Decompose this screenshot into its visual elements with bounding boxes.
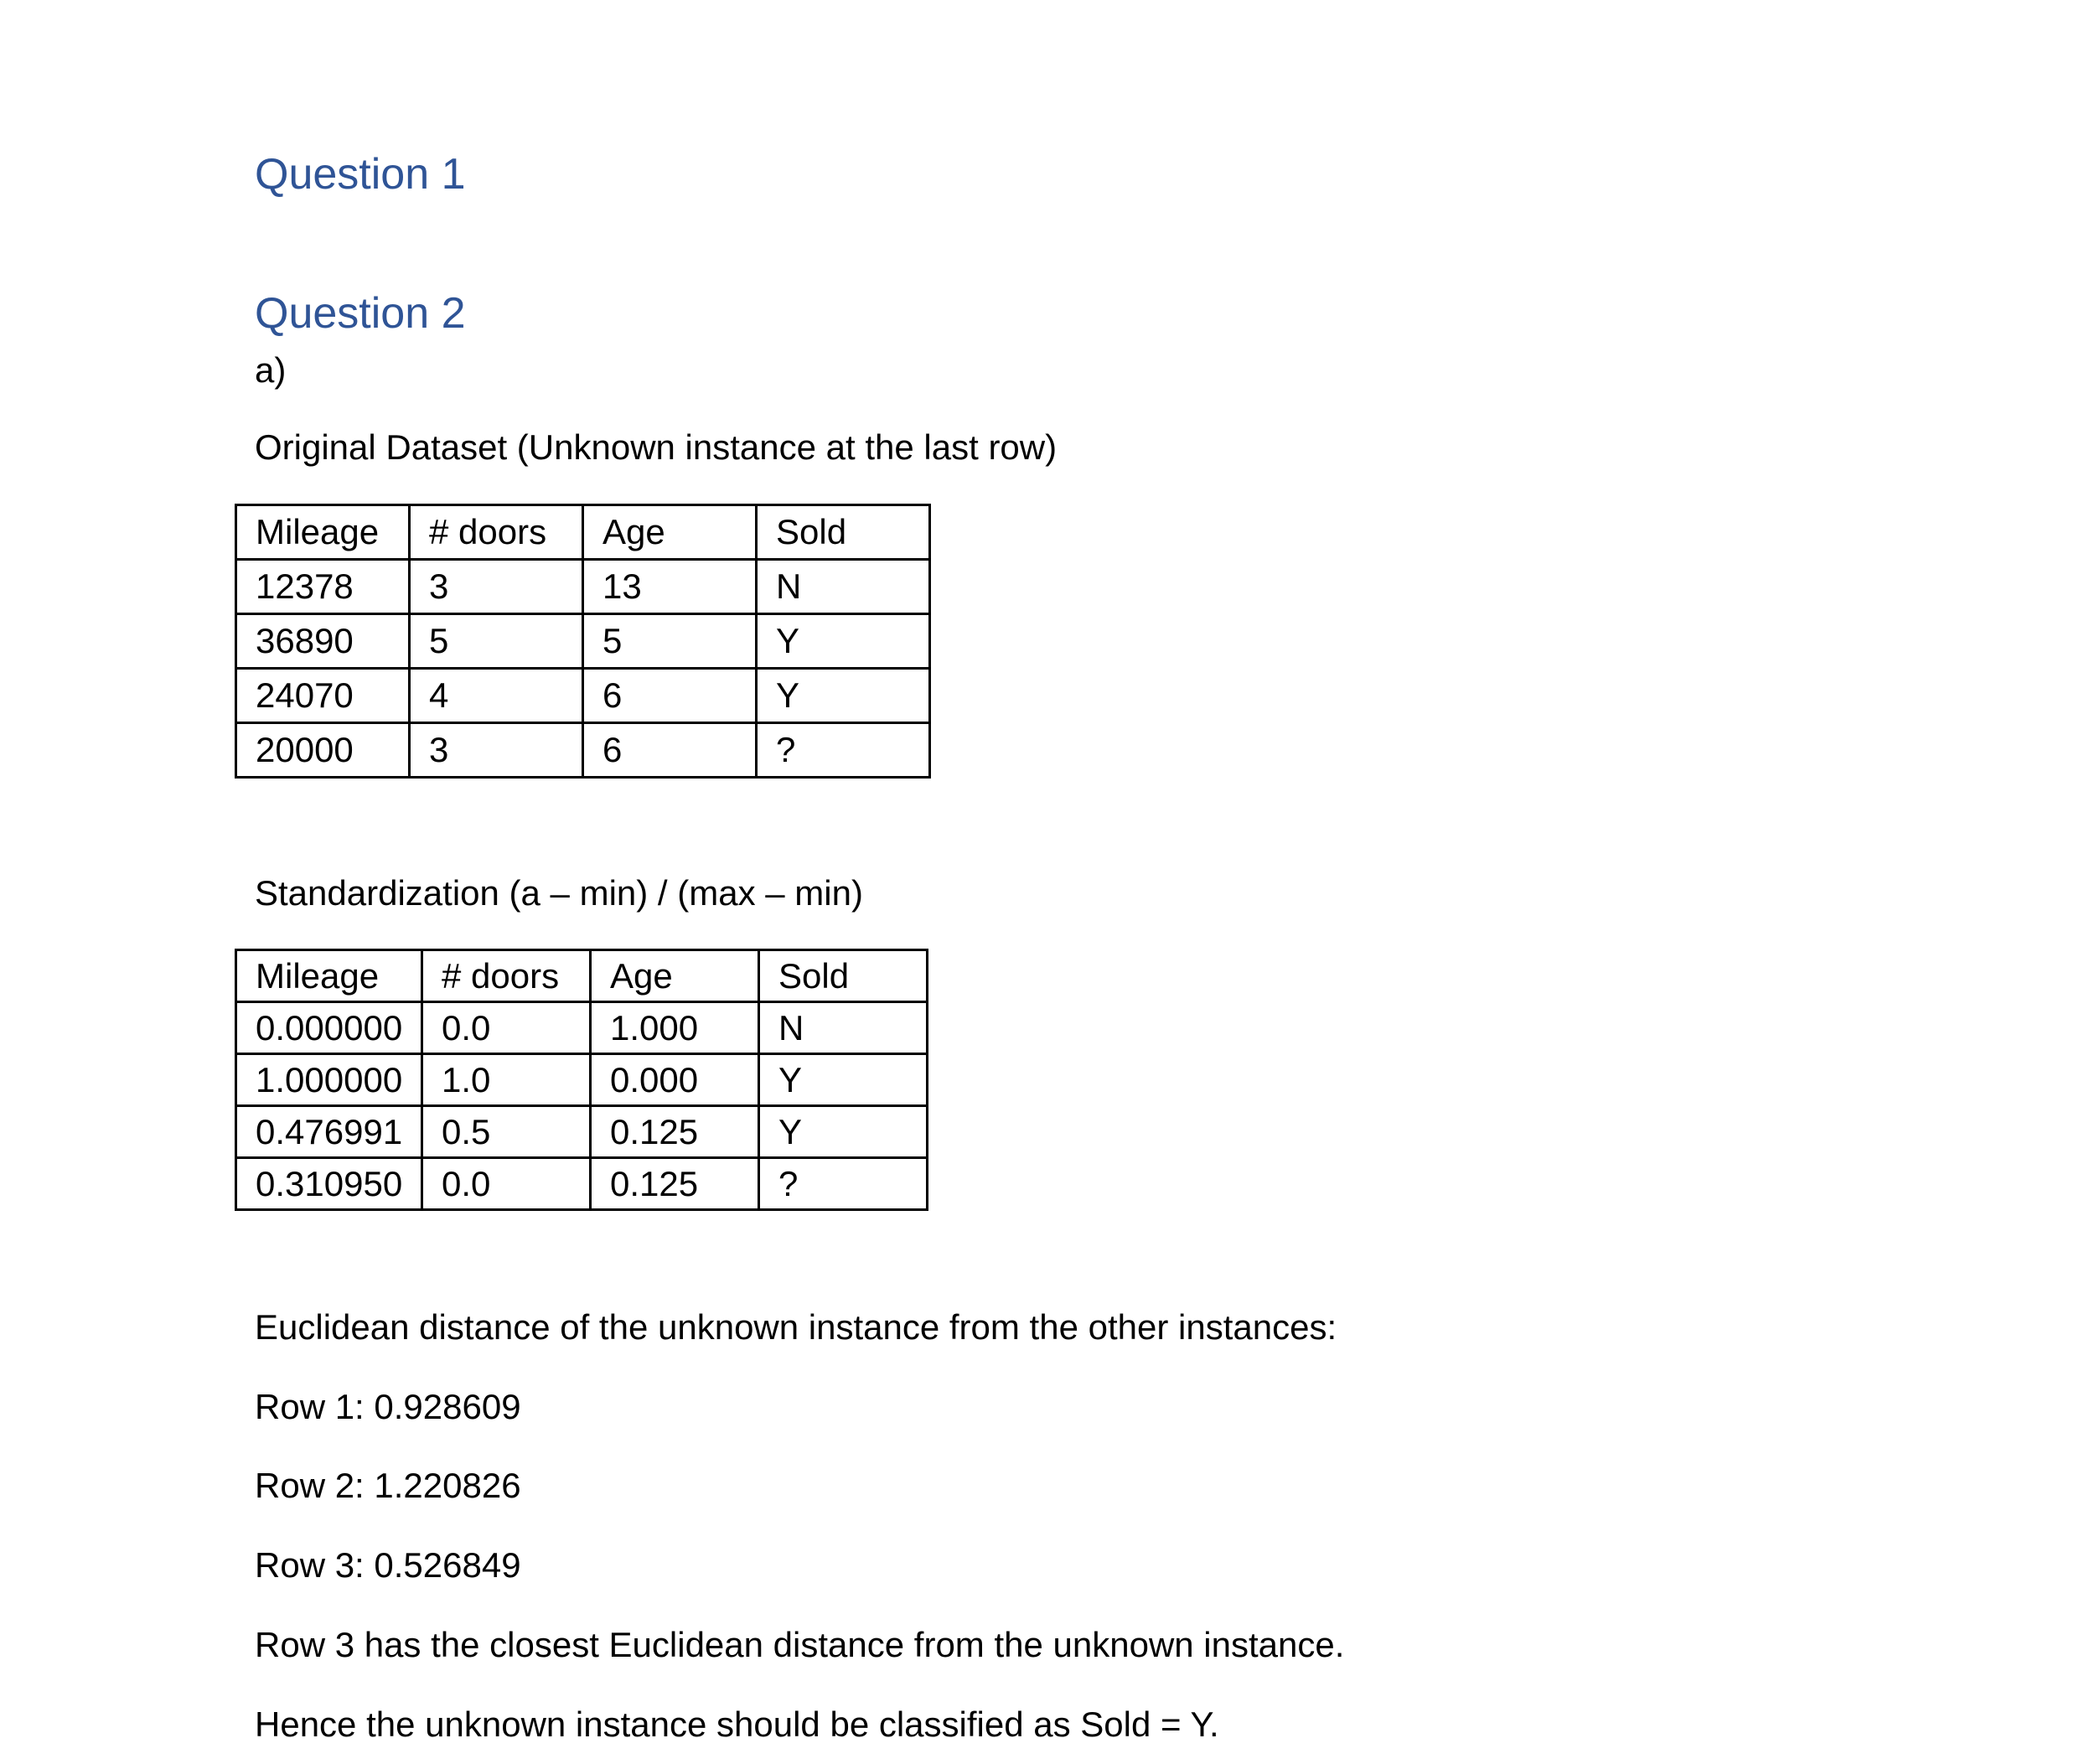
table-header-row [236,950,928,1002]
table-cell: 20000 [236,723,410,778]
table-cell: 1.000 [591,1002,759,1054]
table-cell: 0.476991 [236,1106,422,1158]
table-cell: N [759,1002,928,1054]
column-header: Mileage [236,950,422,1002]
table-cell: 3 [410,723,583,778]
question-2-heading: Question 2 [255,289,466,338]
standardized-dataset-table [235,949,928,1211]
table-cell: Y [759,1054,928,1106]
table-row [236,560,930,614]
original-dataset-table [235,504,931,779]
distance-intro-text: Euclidean distance of the unknown instance from the other instances: [255,1307,1337,1347]
table-cell: 36890 [236,614,410,669]
table-cell: 0.0 [422,1158,591,1210]
table-cell: 3 [410,560,583,614]
table-row [236,1106,928,1158]
table-cell: 0.125 [591,1106,759,1158]
table-cell: 24070 [236,669,410,723]
table-header-row [236,505,930,560]
table-cell: 1.0 [422,1054,591,1106]
table-row [236,614,930,669]
column-header: # doors [422,950,591,1002]
table-cell: Y [757,669,930,723]
table-cell: Y [759,1106,928,1158]
column-header: Sold [757,505,930,560]
table-cell: Y [757,614,930,669]
table-cell: 0.310950 [236,1158,422,1210]
conclusion-classification: Hence the unknown instance should be classified as Sold = Y. [255,1705,1219,1744]
table-cell: 0.125 [591,1158,759,1210]
table-cell: 5 [583,614,757,669]
column-header: Mileage [236,505,410,560]
table-row [236,1158,928,1210]
question-1-heading: Question 1 [255,150,466,199]
table-cell: N [757,560,930,614]
table-cell: 1.000000 [236,1054,422,1106]
table-cell: 0.000000 [236,1002,422,1054]
part-label: a) [255,350,287,390]
table-cell: 6 [583,669,757,723]
column-header: Sold [759,950,928,1002]
table-cell: ? [757,723,930,778]
table-row [236,1002,928,1054]
table-cell: 12378 [236,560,410,614]
table-row [236,669,930,723]
column-header: Age [591,950,759,1002]
table-cell: 6 [583,723,757,778]
table-cell: 13 [583,560,757,614]
conclusion-closest: Row 3 has the closest Euclidean distance from the unknown instance. [255,1625,1345,1664]
distance-row-3: Row 3: 0.526849 [255,1545,521,1585]
table-row [236,1054,928,1106]
table-cell: 0.0 [422,1002,591,1054]
table-cell: 5 [410,614,583,669]
table-cell: 0.5 [422,1106,591,1158]
distance-row-2: Row 2: 1.220826 [255,1466,521,1505]
standardization-caption: Standardization (a – min) / (max – min) [255,873,863,913]
table-row [236,723,930,778]
column-header: # doors [410,505,583,560]
table-cell: 0.000 [591,1054,759,1106]
table-cell: 4 [410,669,583,723]
column-header: Age [583,505,757,560]
distance-row-1: Row 1: 0.928609 [255,1387,521,1426]
table-cell: ? [759,1158,928,1210]
original-dataset-caption: Original Dataset (Unknown instance at the last row) [255,427,1058,467]
